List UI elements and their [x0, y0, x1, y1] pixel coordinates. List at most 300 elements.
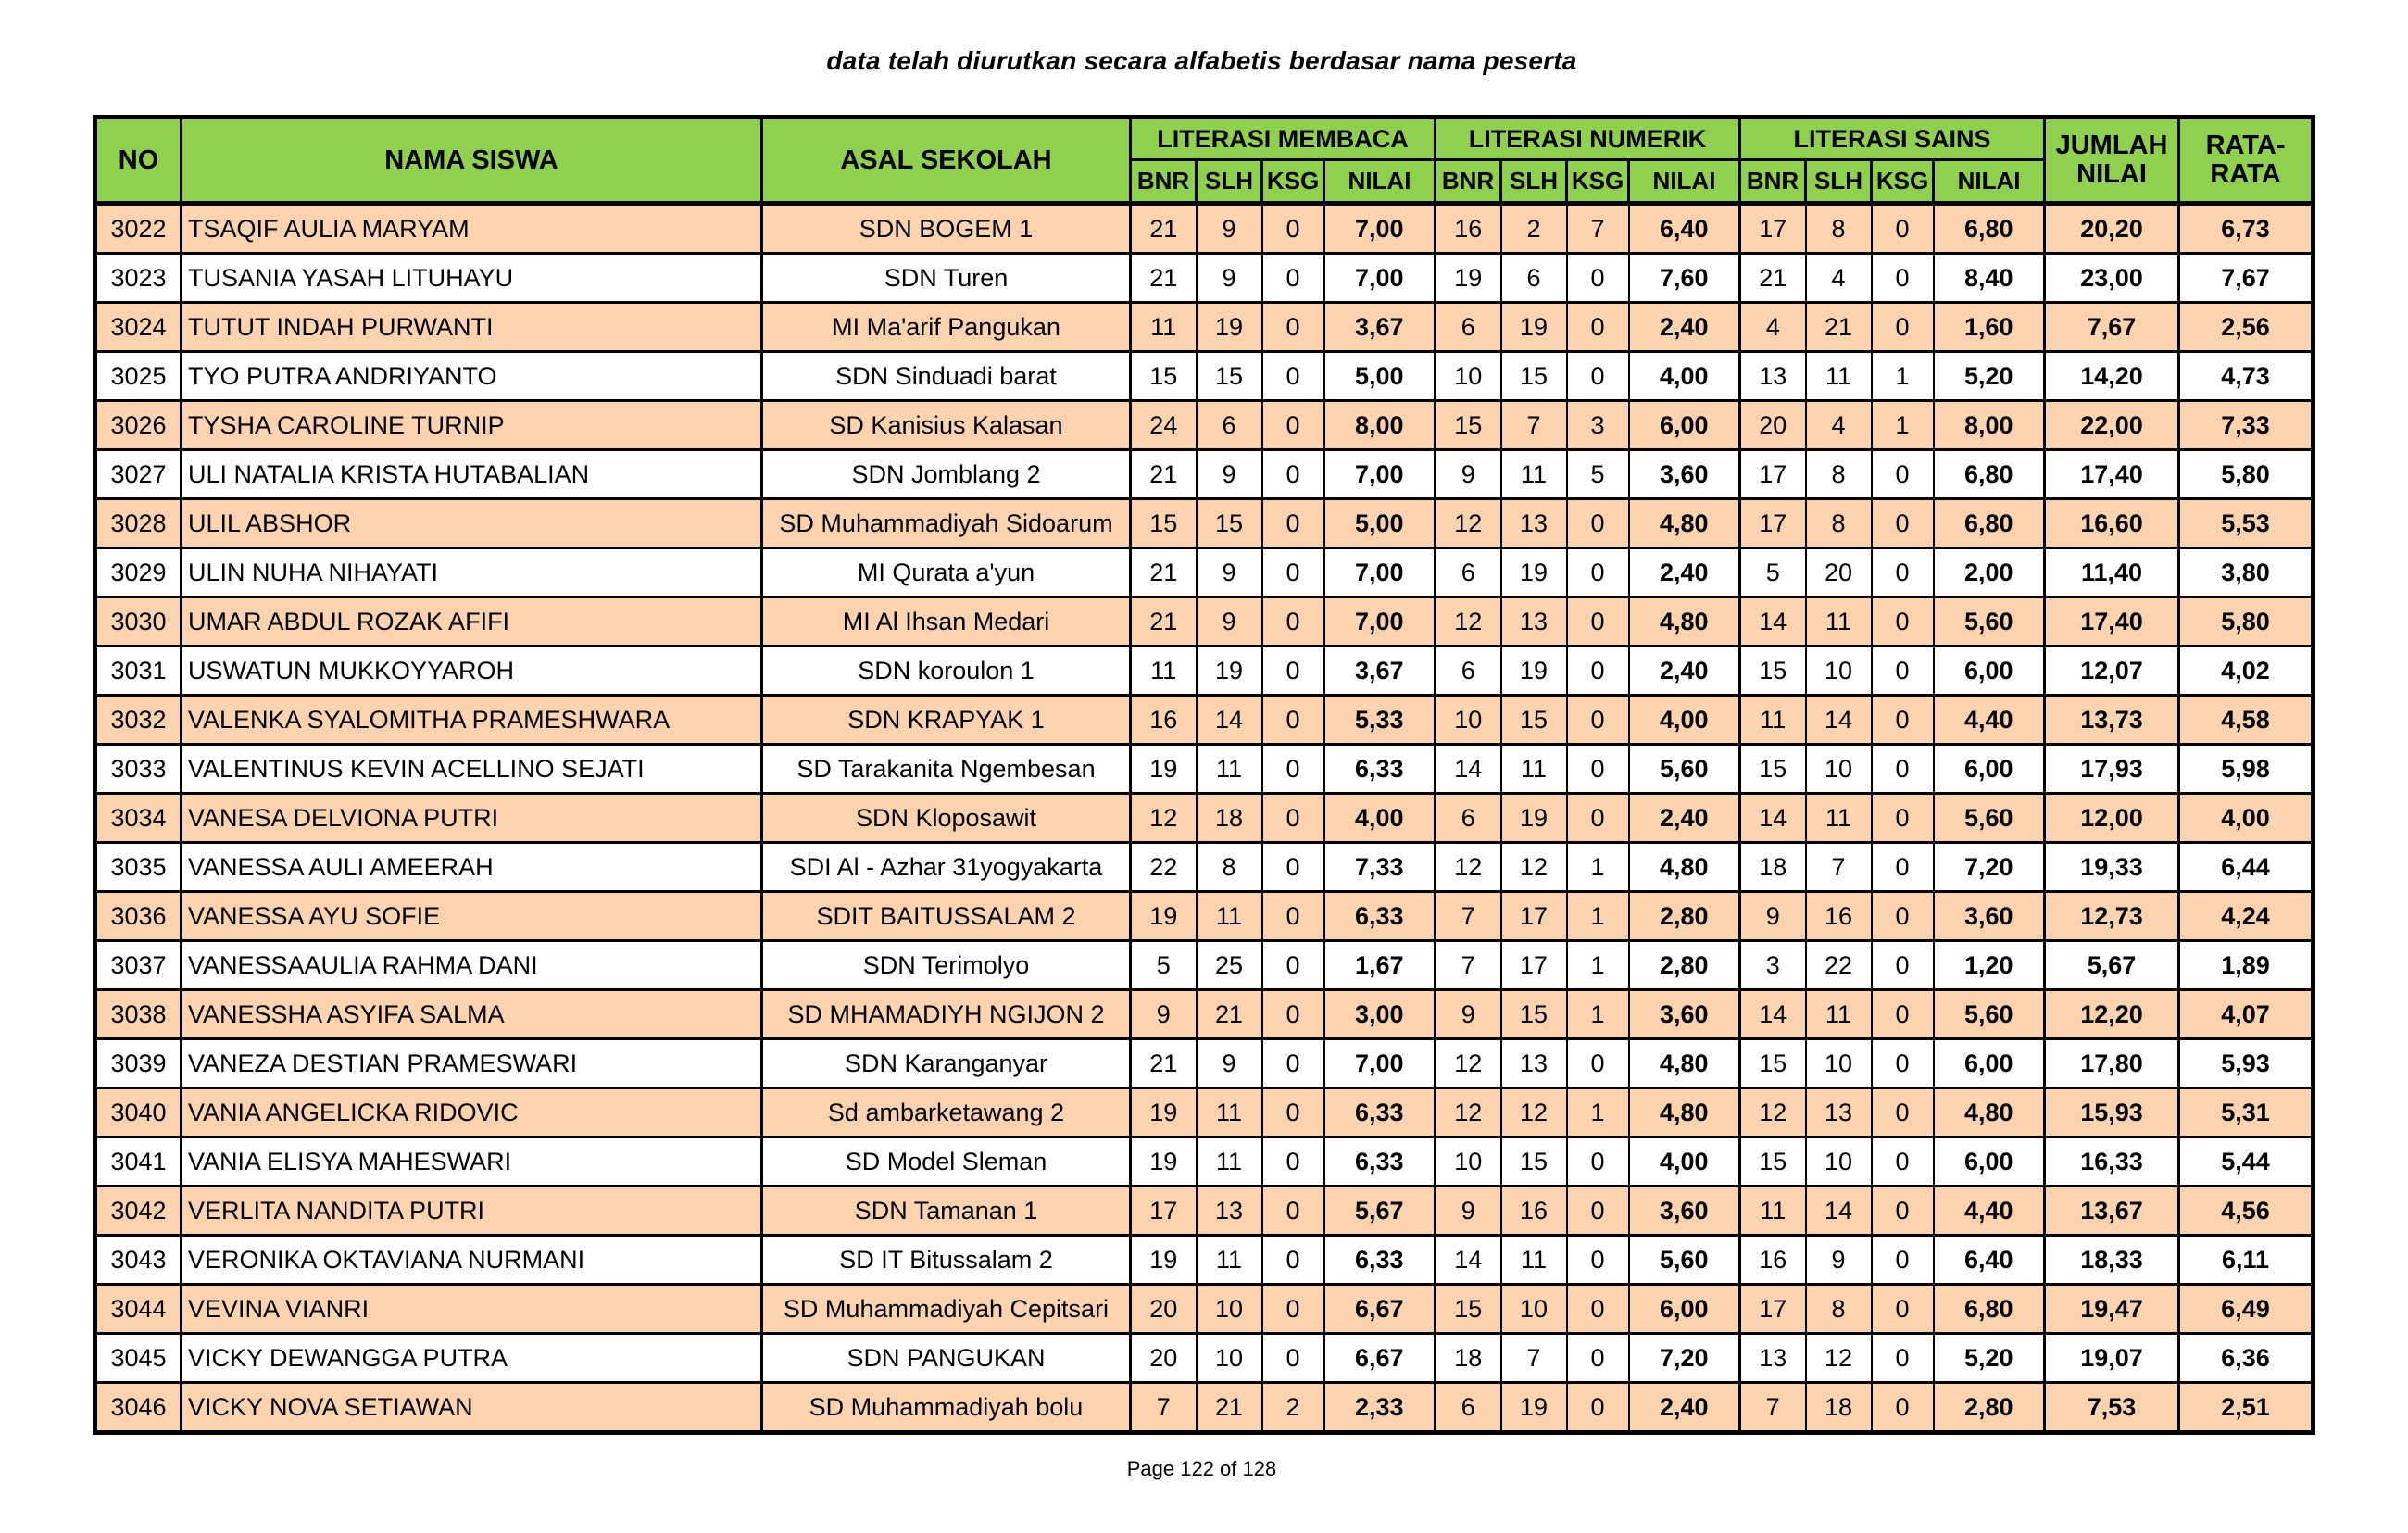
no-cell: 3045: [95, 1334, 182, 1383]
sub-header-membaca-slh: SLH: [1197, 160, 1262, 204]
no-cell: 3036: [95, 892, 182, 941]
sains-ksg-cell: 0: [1872, 1383, 1934, 1433]
sains-nilai-cell: 6,80: [1934, 499, 2045, 548]
rata-rata-cell: 5,44: [2179, 1137, 2314, 1187]
sains-bnr-cell: 14: [1740, 597, 1806, 647]
membaca-nilai-cell: 5,67: [1324, 1187, 1436, 1236]
table-row: [95, 450, 2314, 499]
asal-sekolah-cell: SDN Karanganyar: [762, 1039, 1131, 1088]
membaca-bnr-cell: 15: [1131, 352, 1197, 401]
rata-rata-cell: 6,44: [2179, 843, 2314, 892]
asal-sekolah-cell: SD Muhammadiyah Cepitsari: [762, 1285, 1131, 1334]
numerik-nilai-cell: 6,40: [1629, 204, 1740, 254]
membaca-slh-cell: 6: [1197, 401, 1262, 450]
no-cell: 3037: [95, 941, 182, 990]
numerik-ksg-cell: 0: [1567, 597, 1629, 647]
membaca-nilai-cell: 3,67: [1324, 303, 1436, 352]
numerik-nilai-cell: 4,80: [1629, 499, 1740, 548]
jumlah-header-line2: NILAI: [2076, 159, 2147, 189]
membaca-slh-cell: 18: [1197, 794, 1262, 843]
nama-siswa-cell: VEVINA VIANRI: [182, 1285, 762, 1334]
jumlah-nilai-cell: 22,00: [2045, 401, 2179, 450]
membaca-ksg-cell: 0: [1262, 843, 1324, 892]
numerik-ksg-cell: 0: [1567, 1187, 1629, 1236]
sains-slh-cell: 21: [1806, 303, 1872, 352]
membaca-bnr-cell: 19: [1131, 1236, 1197, 1285]
sub-header-sains-nilai: NILAI: [1934, 160, 2045, 204]
sains-slh-cell: 12: [1806, 1334, 1872, 1383]
membaca-ksg-cell: 0: [1262, 1039, 1324, 1088]
sains-ksg-cell: 0: [1872, 941, 1934, 990]
asal-sekolah-cell: SD Kanisius Kalasan: [762, 401, 1131, 450]
numerik-bnr-cell: 12: [1436, 499, 1501, 548]
no-cell: 3024: [95, 303, 182, 352]
jumlah-nilai-cell: 12,20: [2045, 990, 2179, 1039]
sains-ksg-cell: 0: [1872, 647, 1934, 696]
sains-nilai-cell: 6,40: [1934, 1236, 2045, 1285]
numerik-slh-cell: 12: [1501, 843, 1567, 892]
no-cell: 3032: [95, 696, 182, 745]
membaca-nilai-cell: 7,00: [1324, 597, 1436, 647]
sains-ksg-cell: 0: [1872, 745, 1934, 794]
rata-rata-cell: 4,02: [2179, 647, 2314, 696]
membaca-bnr-cell: 9: [1131, 990, 1197, 1039]
sains-nilai-cell: 8,40: [1934, 254, 2045, 303]
jumlah-nilai-cell: 11,40: [2045, 548, 2179, 597]
sub-header-membaca-bnr: BNR: [1131, 160, 1197, 204]
membaca-bnr-cell: 21: [1131, 450, 1197, 499]
membaca-nilai-cell: 5,00: [1324, 352, 1436, 401]
table-row: [95, 696, 2314, 745]
numerik-ksg-cell: 0: [1567, 303, 1629, 352]
rata-rata-cell: 2,51: [2179, 1383, 2314, 1433]
no-cell: 3044: [95, 1285, 182, 1334]
jumlah-nilai-cell: 13,73: [2045, 696, 2179, 745]
numerik-bnr-cell: 15: [1436, 401, 1501, 450]
membaca-nilai-cell: 7,00: [1324, 204, 1436, 254]
membaca-bnr-cell: 16: [1131, 696, 1197, 745]
scores-table: [93, 115, 2315, 1435]
asal-sekolah-cell: SDN Sinduadi barat: [762, 352, 1131, 401]
numerik-bnr-cell: 6: [1436, 303, 1501, 352]
col-header-jumlah-nilai: [2045, 118, 2179, 204]
numerik-nilai-cell: 4,80: [1629, 597, 1740, 647]
numerik-nilai-cell: 7,20: [1629, 1334, 1740, 1383]
membaca-ksg-cell: 0: [1262, 941, 1324, 990]
sains-nilai-cell: 5,60: [1934, 597, 2045, 647]
numerik-ksg-cell: 0: [1567, 254, 1629, 303]
asal-sekolah-cell: MI Ma'arif Pangukan: [762, 303, 1131, 352]
nama-siswa-cell: ULIN NUHA NIHAYATI: [182, 548, 762, 597]
membaca-nilai-cell: 6,33: [1324, 892, 1436, 941]
group-header-literasi-sains: LITERASI SAINS: [1740, 118, 2045, 160]
numerik-bnr-cell: 6: [1436, 794, 1501, 843]
sains-slh-cell: 4: [1806, 254, 1872, 303]
numerik-slh-cell: 15: [1501, 352, 1567, 401]
jumlah-nilai-cell: 19,33: [2045, 843, 2179, 892]
asal-sekolah-cell: SD Tarakanita Ngembesan: [762, 745, 1131, 794]
numerik-ksg-cell: 0: [1567, 499, 1629, 548]
sains-nilai-cell: 4,80: [1934, 1088, 2045, 1137]
sains-bnr-cell: 21: [1740, 254, 1806, 303]
membaca-bnr-cell: 24: [1131, 401, 1197, 450]
membaca-slh-cell: 11: [1197, 745, 1262, 794]
numerik-nilai-cell: 3,60: [1629, 450, 1740, 499]
numerik-ksg-cell: 0: [1567, 745, 1629, 794]
sub-header-sains-slh: SLH: [1806, 160, 1872, 204]
sains-ksg-cell: 0: [1872, 1088, 1934, 1137]
sains-ksg-cell: 0: [1872, 892, 1934, 941]
membaca-slh-cell: 11: [1197, 1137, 1262, 1187]
sains-ksg-cell: 0: [1872, 1285, 1934, 1334]
numerik-slh-cell: 15: [1501, 696, 1567, 745]
numerik-nilai-cell: 7,60: [1629, 254, 1740, 303]
rata-rata-cell: 2,56: [2179, 303, 2314, 352]
numerik-ksg-cell: 0: [1567, 548, 1629, 597]
numerik-slh-cell: 13: [1501, 597, 1567, 647]
membaca-nilai-cell: 3,67: [1324, 647, 1436, 696]
nama-siswa-cell: VERONIKA OKTAVIANA NURMANI: [182, 1236, 762, 1285]
jumlah-nilai-cell: 7,53: [2045, 1383, 2179, 1433]
sains-bnr-cell: 5: [1740, 548, 1806, 597]
asal-sekolah-cell: SDI Al - Azhar 31yogyakarta: [762, 843, 1131, 892]
numerik-bnr-cell: 10: [1436, 1137, 1501, 1187]
no-cell: 3035: [95, 843, 182, 892]
membaca-bnr-cell: 19: [1131, 1088, 1197, 1137]
membaca-slh-cell: 11: [1197, 892, 1262, 941]
sub-header-membaca-ksg: KSG: [1262, 160, 1324, 204]
membaca-nilai-cell: 6,67: [1324, 1285, 1436, 1334]
membaca-bnr-cell: 12: [1131, 794, 1197, 843]
sains-bnr-cell: 17: [1740, 450, 1806, 499]
membaca-slh-cell: 9: [1197, 254, 1262, 303]
no-cell: 3034: [95, 794, 182, 843]
sains-nilai-cell: 6,00: [1934, 1039, 2045, 1088]
sains-nilai-cell: 3,60: [1934, 892, 2045, 941]
sains-slh-cell: 11: [1806, 597, 1872, 647]
membaca-ksg-cell: 0: [1262, 204, 1324, 254]
rata-rata-cell: 7,67: [2179, 254, 2314, 303]
numerik-nilai-cell: 2,40: [1629, 794, 1740, 843]
table-row: [95, 941, 2314, 990]
sains-slh-cell: 11: [1806, 352, 1872, 401]
numerik-bnr-cell: 9: [1436, 450, 1501, 499]
numerik-slh-cell: 7: [1501, 1334, 1567, 1383]
sains-slh-cell: 18: [1806, 1383, 1872, 1433]
sains-nilai-cell: 6,80: [1934, 450, 2045, 499]
rata-rata-cell: 4,00: [2179, 794, 2314, 843]
sains-ksg-cell: 1: [1872, 352, 1934, 401]
membaca-bnr-cell: 20: [1131, 1334, 1197, 1383]
numerik-slh-cell: 17: [1501, 892, 1567, 941]
sub-header-membaca-nilai: NILAI: [1324, 160, 1436, 204]
nama-siswa-cell: VANESA DELVIONA PUTRI: [182, 794, 762, 843]
asal-sekolah-cell: Sd ambarketawang 2: [762, 1088, 1131, 1137]
sains-ksg-cell: 0: [1872, 548, 1934, 597]
no-cell: 3029: [95, 548, 182, 597]
sub-header-sains-bnr: BNR: [1740, 160, 1806, 204]
table-row: [95, 1137, 2314, 1187]
asal-sekolah-cell: SD Model Sleman: [762, 1137, 1131, 1187]
sub-header-numerik-bnr: BNR: [1436, 160, 1501, 204]
sains-ksg-cell: 1: [1872, 401, 1934, 450]
numerik-ksg-cell: 0: [1567, 1334, 1629, 1383]
sains-nilai-cell: 5,20: [1934, 352, 2045, 401]
numerik-slh-cell: 19: [1501, 1383, 1567, 1433]
nama-siswa-cell: VANESSAAULIA RAHMA DANI: [182, 941, 762, 990]
sains-nilai-cell: 6,00: [1934, 1137, 2045, 1187]
sains-ksg-cell: 0: [1872, 696, 1934, 745]
membaca-ksg-cell: 0: [1262, 352, 1324, 401]
sains-slh-cell: 11: [1806, 990, 1872, 1039]
jumlah-nilai-cell: 17,40: [2045, 597, 2179, 647]
col-header-no: NO: [95, 118, 182, 204]
membaca-nilai-cell: 6,33: [1324, 1137, 1436, 1187]
numerik-slh-cell: 15: [1501, 1137, 1567, 1187]
sains-slh-cell: 13: [1806, 1088, 1872, 1137]
numerik-ksg-cell: 1: [1567, 1088, 1629, 1137]
table-row: [95, 794, 2314, 843]
membaca-ksg-cell: 0: [1262, 499, 1324, 548]
membaca-slh-cell: 9: [1197, 1039, 1262, 1088]
membaca-nilai-cell: 4,00: [1324, 794, 1436, 843]
membaca-slh-cell: 19: [1197, 303, 1262, 352]
sains-nilai-cell: 6,80: [1934, 1285, 2045, 1334]
numerik-nilai-cell: 2,40: [1629, 303, 1740, 352]
membaca-ksg-cell: 0: [1262, 990, 1324, 1039]
membaca-ksg-cell: 0: [1262, 647, 1324, 696]
rata-rata-cell: 6,49: [2179, 1285, 2314, 1334]
jumlah-nilai-cell: 17,93: [2045, 745, 2179, 794]
sains-ksg-cell: 0: [1872, 254, 1934, 303]
no-cell: 3023: [95, 254, 182, 303]
rata-header-line1: RATA-: [2205, 130, 2286, 160]
sains-bnr-cell: 15: [1740, 745, 1806, 794]
rata-rata-cell: 4,73: [2179, 352, 2314, 401]
membaca-bnr-cell: 21: [1131, 548, 1197, 597]
membaca-nilai-cell: 6,67: [1324, 1334, 1436, 1383]
nama-siswa-cell: VICKY NOVA SETIAWAN: [182, 1383, 762, 1433]
membaca-slh-cell: 9: [1197, 548, 1262, 597]
nama-siswa-cell: VERLITA NANDITA PUTRI: [182, 1187, 762, 1236]
sains-nilai-cell: 4,40: [1934, 1187, 2045, 1236]
numerik-slh-cell: 13: [1501, 499, 1567, 548]
membaca-slh-cell: 11: [1197, 1088, 1262, 1137]
jumlah-nilai-cell: 5,67: [2045, 941, 2179, 990]
no-cell: 3038: [95, 990, 182, 1039]
sains-bnr-cell: 14: [1740, 794, 1806, 843]
nama-siswa-cell: VANEZA DESTIAN PRAMESWARI: [182, 1039, 762, 1088]
membaca-slh-cell: 19: [1197, 647, 1262, 696]
sains-bnr-cell: 11: [1740, 1187, 1806, 1236]
sains-slh-cell: 14: [1806, 1187, 1872, 1236]
sains-bnr-cell: 14: [1740, 990, 1806, 1039]
sains-nilai-cell: 2,00: [1934, 548, 2045, 597]
membaca-nilai-cell: 8,00: [1324, 401, 1436, 450]
asal-sekolah-cell: SD MHAMADIYH NGIJON 2: [762, 990, 1131, 1039]
sains-slh-cell: 10: [1806, 647, 1872, 696]
membaca-nilai-cell: 7,00: [1324, 450, 1436, 499]
no-cell: 3028: [95, 499, 182, 548]
numerik-bnr-cell: 6: [1436, 548, 1501, 597]
asal-sekolah-cell: SDN Jomblang 2: [762, 450, 1131, 499]
sains-slh-cell: 10: [1806, 1039, 1872, 1088]
membaca-slh-cell: 14: [1197, 696, 1262, 745]
numerik-ksg-cell: 3: [1567, 401, 1629, 450]
no-cell: 3046: [95, 1383, 182, 1433]
asal-sekolah-cell: SDN Kloposawit: [762, 794, 1131, 843]
membaca-ksg-cell: 0: [1262, 303, 1324, 352]
no-cell: 3025: [95, 352, 182, 401]
numerik-ksg-cell: 0: [1567, 1039, 1629, 1088]
sains-bnr-cell: 15: [1740, 1039, 1806, 1088]
nama-siswa-cell: VALENKA SYALOMITHA PRAMESHWARA: [182, 696, 762, 745]
numerik-slh-cell: 11: [1501, 1236, 1567, 1285]
nama-siswa-cell: VANIA ANGELICKA RIDOVIC: [182, 1088, 762, 1137]
table-row: [95, 1383, 2314, 1433]
membaca-ksg-cell: 0: [1262, 745, 1324, 794]
jumlah-nilai-cell: 18,33: [2045, 1236, 2179, 1285]
sub-header-numerik-nilai: NILAI: [1629, 160, 1740, 204]
membaca-nilai-cell: 3,00: [1324, 990, 1436, 1039]
nama-siswa-cell: VALENTINUS KEVIN ACELLINO SEJATI: [182, 745, 762, 794]
no-cell: 3026: [95, 401, 182, 450]
numerik-bnr-cell: 14: [1436, 1236, 1501, 1285]
membaca-bnr-cell: 15: [1131, 499, 1197, 548]
sains-bnr-cell: 13: [1740, 352, 1806, 401]
sains-slh-cell: 4: [1806, 401, 1872, 450]
numerik-nilai-cell: 3,60: [1629, 1187, 1740, 1236]
membaca-nilai-cell: 2,33: [1324, 1383, 1436, 1433]
jumlah-nilai-cell: 19,47: [2045, 1285, 2179, 1334]
membaca-slh-cell: 25: [1197, 941, 1262, 990]
membaca-slh-cell: 13: [1197, 1187, 1262, 1236]
numerik-bnr-cell: 9: [1436, 990, 1501, 1039]
numerik-ksg-cell: 0: [1567, 794, 1629, 843]
numerik-ksg-cell: 1: [1567, 941, 1629, 990]
asal-sekolah-cell: SDN BOGEM 1: [762, 204, 1131, 254]
page-title: data telah diurutkan secara alfabetis berdasar nama peserta: [826, 46, 1577, 75]
rata-rata-cell: 5,80: [2179, 450, 2314, 499]
table-header: [95, 118, 2314, 204]
jumlah-nilai-cell: 20,20: [2045, 204, 2179, 254]
no-cell: 3022: [95, 204, 182, 254]
membaca-ksg-cell: 0: [1262, 696, 1324, 745]
jumlah-nilai-cell: 12,73: [2045, 892, 2179, 941]
rata-header-line2: RATA: [2210, 159, 2281, 189]
numerik-ksg-cell: 5: [1567, 450, 1629, 499]
sains-nilai-cell: 5,20: [1934, 1334, 2045, 1383]
numerik-bnr-cell: 6: [1436, 647, 1501, 696]
numerik-slh-cell: 19: [1501, 647, 1567, 696]
rata-rata-cell: 6,36: [2179, 1334, 2314, 1383]
numerik-bnr-cell: 15: [1436, 1285, 1501, 1334]
no-cell: 3041: [95, 1137, 182, 1187]
membaca-nilai-cell: 7,33: [1324, 843, 1436, 892]
sains-bnr-cell: 7: [1740, 1383, 1806, 1433]
numerik-slh-cell: 17: [1501, 941, 1567, 990]
table-row: [95, 401, 2314, 450]
sains-nilai-cell: 6,00: [1934, 647, 2045, 696]
membaca-bnr-cell: 19: [1131, 745, 1197, 794]
membaca-ksg-cell: 0: [1262, 1187, 1324, 1236]
sains-bnr-cell: 15: [1740, 1137, 1806, 1187]
sains-ksg-cell: 0: [1872, 843, 1934, 892]
membaca-slh-cell: 11: [1197, 1236, 1262, 1285]
sains-ksg-cell: 0: [1872, 499, 1934, 548]
table-row: [95, 990, 2314, 1039]
nama-siswa-cell: ULI NATALIA KRISTA HUTABALIAN: [182, 450, 762, 499]
membaca-bnr-cell: 19: [1131, 1137, 1197, 1187]
col-header-rata-rata: [2179, 118, 2314, 204]
asal-sekolah-cell: SDN Turen: [762, 254, 1131, 303]
jumlah-nilai-cell: 16,33: [2045, 1137, 2179, 1187]
numerik-slh-cell: 7: [1501, 401, 1567, 450]
group-header-literasi-membaca: LITERASI MEMBACA: [1131, 118, 1436, 160]
membaca-ksg-cell: 0: [1262, 548, 1324, 597]
sains-bnr-cell: 12: [1740, 1088, 1806, 1137]
membaca-nilai-cell: 6,33: [1324, 1236, 1436, 1285]
membaca-ksg-cell: 0: [1262, 1334, 1324, 1383]
membaca-bnr-cell: 19: [1131, 892, 1197, 941]
numerik-ksg-cell: 0: [1567, 1383, 1629, 1433]
sains-ksg-cell: 0: [1872, 990, 1934, 1039]
numerik-nilai-cell: 2,40: [1629, 548, 1740, 597]
asal-sekolah-cell: SDN koroulon 1: [762, 647, 1131, 696]
asal-sekolah-cell: SDN KRAPYAK 1: [762, 696, 1131, 745]
numerik-bnr-cell: 14: [1436, 745, 1501, 794]
sains-nilai-cell: 1,20: [1934, 941, 2045, 990]
table-row: [95, 548, 2314, 597]
membaca-slh-cell: 8: [1197, 843, 1262, 892]
rata-rata-cell: 4,56: [2179, 1187, 2314, 1236]
numerik-bnr-cell: 16: [1436, 204, 1501, 254]
sains-ksg-cell: 0: [1872, 794, 1934, 843]
no-cell: 3030: [95, 597, 182, 647]
numerik-nilai-cell: 4,80: [1629, 1039, 1740, 1088]
sains-slh-cell: 14: [1806, 696, 1872, 745]
membaca-slh-cell: 21: [1197, 990, 1262, 1039]
table-row: [95, 499, 2314, 548]
sains-ksg-cell: 0: [1872, 1334, 1934, 1383]
sains-bnr-cell: 20: [1740, 401, 1806, 450]
sains-nilai-cell: 6,00: [1934, 745, 2045, 794]
membaca-bnr-cell: 11: [1131, 647, 1197, 696]
table-row: [95, 647, 2314, 696]
numerik-bnr-cell: 12: [1436, 597, 1501, 647]
sains-nilai-cell: 4,40: [1934, 696, 2045, 745]
jumlah-nilai-cell: 17,80: [2045, 1039, 2179, 1088]
membaca-bnr-cell: 21: [1131, 204, 1197, 254]
membaca-bnr-cell: 7: [1131, 1383, 1197, 1433]
membaca-ksg-cell: 0: [1262, 1137, 1324, 1187]
no-cell: 3031: [95, 647, 182, 696]
sub-header-numerik-ksg: KSG: [1567, 160, 1629, 204]
numerik-nilai-cell: 4,80: [1629, 1088, 1740, 1137]
sains-bnr-cell: 11: [1740, 696, 1806, 745]
numerik-slh-cell: 2: [1501, 204, 1567, 254]
numerik-nilai-cell: 3,60: [1629, 990, 1740, 1039]
numerik-bnr-cell: 12: [1436, 1088, 1501, 1137]
sains-nilai-cell: 7,20: [1934, 843, 2045, 892]
rata-rata-cell: 5,53: [2179, 499, 2314, 548]
numerik-nilai-cell: 2,40: [1629, 1383, 1740, 1433]
membaca-ksg-cell: 0: [1262, 794, 1324, 843]
rata-rata-cell: 5,93: [2179, 1039, 2314, 1088]
numerik-nilai-cell: 4,80: [1629, 843, 1740, 892]
membaca-ksg-cell: 0: [1262, 597, 1324, 647]
membaca-nilai-cell: 5,33: [1324, 696, 1436, 745]
